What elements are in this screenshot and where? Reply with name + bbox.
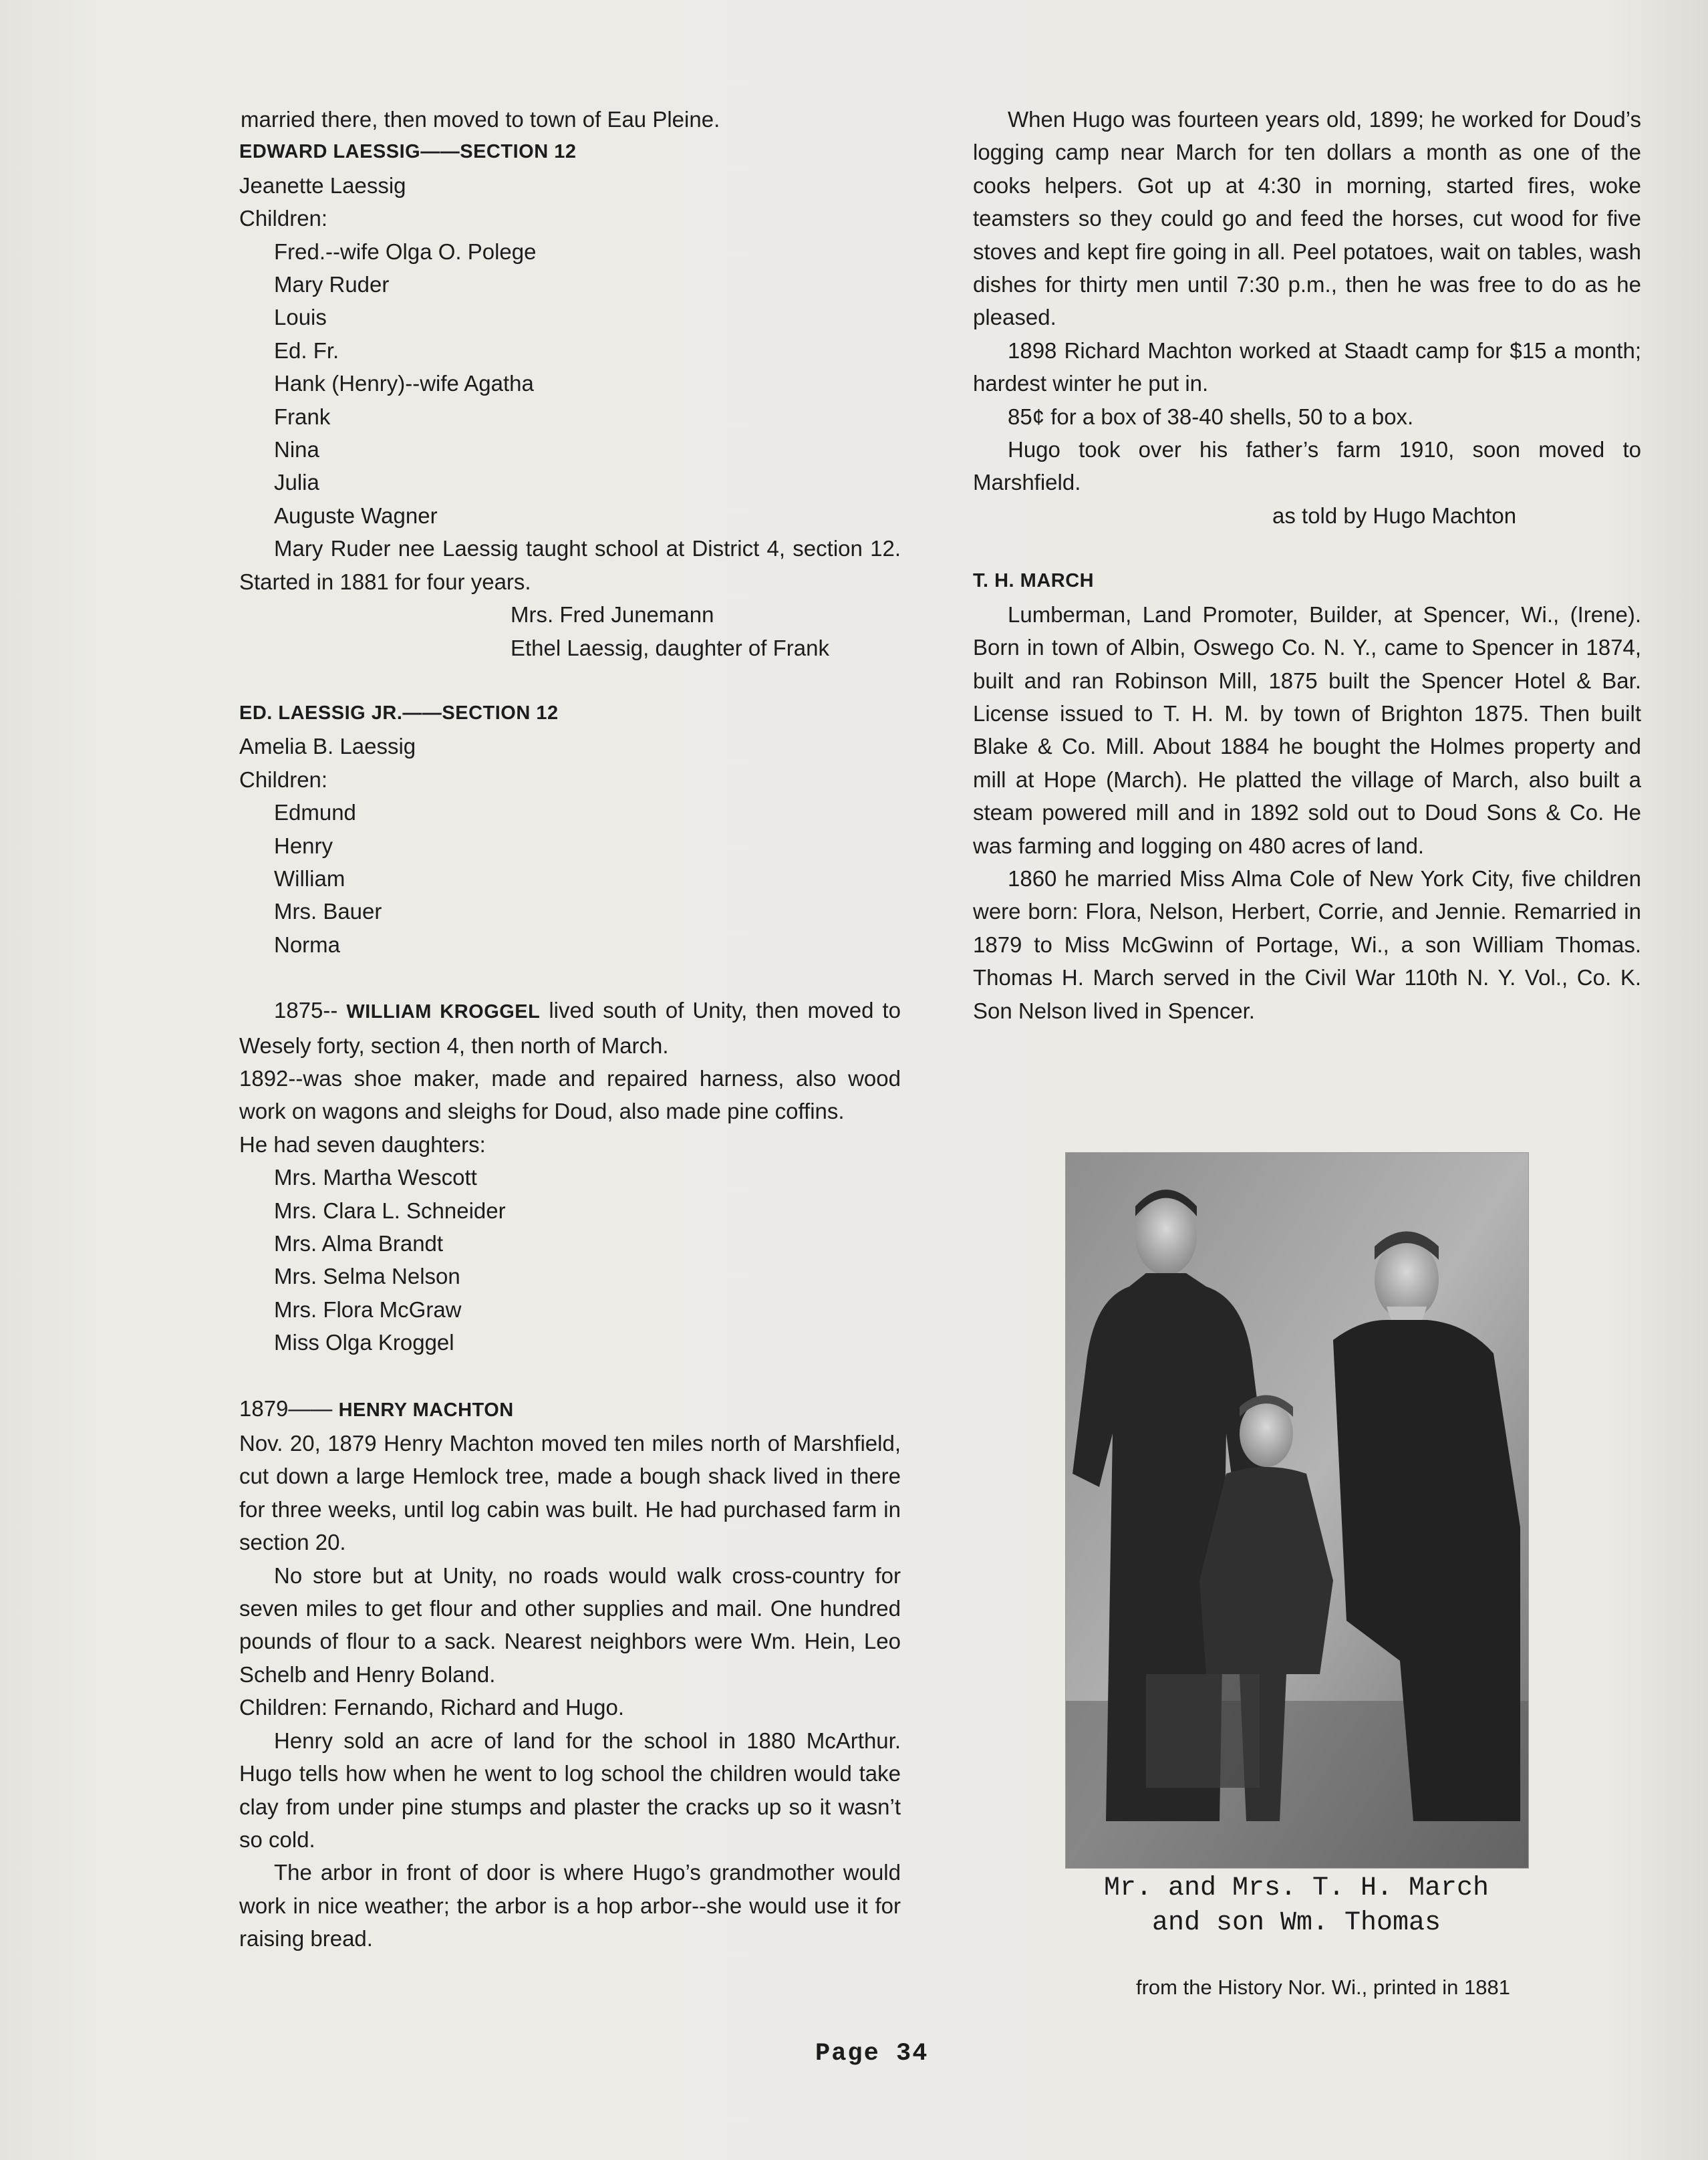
attribution-2: Ethel Laessig, daughter of Frank [511,635,829,660]
kroggel-daughters-list [239,1161,901,1359]
hugo-p2: 1898 Richard Machton worked at Staadt camp for $15 a month; hardest winter he put in. [973,338,1641,396]
machton-p2: No store but at Unity, no roads would walk cross-country for seven miles to get flour and other supplies and mail. One hundred pounds of flour to a sack. Nearest neighbors were Wm. Hein, Leo Schelb and Henry Boland. [239,1563,901,1687]
edjr-children-label: Children: [239,767,328,792]
kroggel-entry [239,994,901,1062]
right-column [973,103,1641,1027]
machton-p3: Henry sold an acre of land for the school in 1880 McArthur. Hugo tells how when he went to log school the children would take clay from under pine stumps and plaster the cracks up so it wasn’t so cold. [239,1728,901,1852]
hugo-p3: 85¢ for a box of 38-40 shells, 50 to a box. [1008,404,1414,429]
list-item: William [274,865,345,891]
family-photograph [1065,1152,1529,1869]
kroggel-daughters-label: He had seven daughters: [239,1131,486,1157]
list-item: Hank (Henry)--wife Agatha [274,371,534,396]
list-item: Edmund [274,800,356,825]
edjr-wife: Amelia B. Laessig [239,734,416,759]
hugo-p1: When Hugo was fourteen years old, 1899; he worked for Doud’s logging camp near March for ten dollars a month as one of the cooks helpers. Got up at 4:30 in morning, started fires, woke teamsters so they could go and feed the horses, cut wood for five stoves and kept fire going in all. Peel potatoes, wait on tables, wash dishes for thirty men until 7:30 p.m., then he was free to do as he pleased. [973,107,1641,330]
caption-line-2: and son Wm. Thomas [1151,1908,1441,1938]
edjr-children-list [239,796,901,961]
photo-source: from the History Nor. Wi., printed in 1881 [1136,1976,1510,1999]
list-item: Mrs. Selma Nelson [274,1264,460,1289]
kroggel-name: WILLIAM KROGGEL [346,1001,541,1023]
list-item: Mrs. Flora McGraw [274,1297,462,1322]
kroggel-text: lived south of Unity, then moved to Wesely forty, section 4, then north of March. [239,998,901,1058]
march-p2: 1860 he married Miss Alma Cole of New York City, five children were born: Flora, Nelson, Herbert, Corrie, and Jennie. Remarried in 1879 to Miss McGwinn of Portage, Wi., a son William Thomas. Thomas H. March served in the Civil War 110th N. Y. Vol., Co. K. Son Nelson lived in Spencer. [973,865,1641,1023]
list-item: Mrs. Clara L. Schneider [274,1198,506,1223]
list-item: Frank [274,404,331,429]
attribution-1: Mrs. Fred Junemann [511,602,714,628]
machton-p1: Nov. 20, 1879 Henry Machton moved ten miles north of Marshfield, cut down a large Hemlock tree, made a bough shack lived in there for three weeks, until log cabin was built. He had purchased farm in section 20. [239,1431,901,1555]
caption-line-1: Mr. and Mrs. T. H. March [1103,1873,1489,1903]
edward-children-label: Children: [239,206,328,231]
edward-laessig-heading: EDWARD LAESSIG——SECTION 12 [239,141,577,163]
ed-laessig-jr-heading: ED. LAESSIG JR.——SECTION 12 [239,702,559,724]
list-item: Miss Olga Kroggel [274,1330,454,1355]
machton-name: HENRY MACHTON [338,1399,514,1421]
list-item: Mrs. Martha Wescott [274,1165,477,1190]
kroggel-year: 1875-- [274,998,338,1023]
march-p1: Lumberman, Land Promoter, Builder, at Spencer, Wi., (Irene). Born in town of Albin, Oswego Co. N. Y., came to Spencer in 1874, built and ran Robinson Mill, 1875 built the Spencer Hotel & Bar. License issued to T. H. M. by town of Brighton 1875. Then built Blake & Co. Mill. About 1884 he bought the Holmes property and mill at Hope (March). He platted the village of March, also built a steam powered mill and in 1892 sold out to Doud Sons & Co. He was farming and logging on 480 acres of land. [973,601,1641,858]
edward-children-list [239,235,901,533]
list-item: Ed. Fr. [274,338,339,363]
list-item: Nina [274,437,319,462]
hugo-attribution: as told by Hugo Machton [1272,503,1517,528]
list-item: Louis [274,305,327,330]
list-item: Mrs. Bauer [274,899,382,924]
photo-caption [1022,1871,1570,1941]
machton-year: 1879—— [239,1395,333,1421]
edward-wife: Jeanette Laessig [239,172,406,198]
list-item: Auguste Wagner [274,503,438,528]
machton-children: Children: Fernando, Richard and Hugo. [239,1695,625,1720]
list-item: Julia [274,470,319,495]
intro-line: married there, then moved to town of Eau Pleine. [241,107,720,132]
left-column [239,103,901,1955]
hugo-p4: Hugo took over his father’s farm 1910, soon moved to Marshfield. [973,437,1641,495]
edward-note: Mary Ruder nee Laessig taught school at District 4, section 12. Started in 1881 for four years. [239,536,901,594]
machton-p4: The arbor in front of door is where Hugo’s grandmother would work in nice weather; the arbor is a hop arbor--she would use it for raising bread. [239,1860,901,1951]
list-item: Fred.--wife Olga O. Polege [274,239,537,264]
march-heading: T. H. MARCH [973,570,1095,592]
list-item: Mary Ruder [274,272,390,297]
machton-heading [239,1392,901,1427]
list-item: Norma [274,932,341,957]
page-number: Page 34 [815,2040,929,2068]
kroggel-trade: 1892--was shoe maker, made and repaired harness, also wood work on wagons and sleighs for Doud, also made pine coffins. [239,1065,901,1124]
list-item: Mrs. Alma Brandt [274,1231,444,1256]
list-item: Henry [274,833,333,858]
